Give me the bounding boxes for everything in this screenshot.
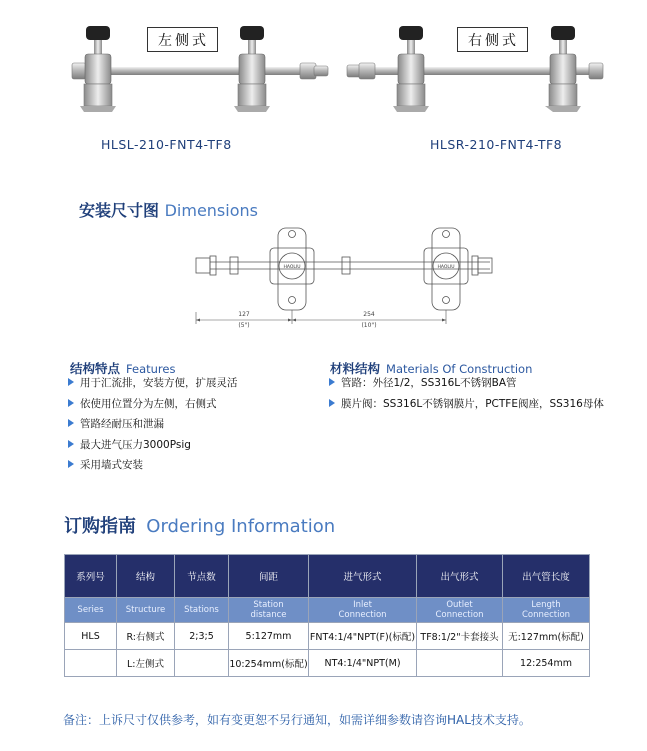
- list-item: 依使用位置分为左侧，右侧式: [67, 397, 317, 418]
- table-header-cell: Stations: [175, 598, 229, 623]
- table-cell: NT4:1/4"NPT(M): [309, 650, 417, 677]
- left-model-number: HLSL-210-FNT4-TF8: [101, 137, 232, 152]
- table-cell: 10:254mm(标配): [229, 650, 309, 677]
- ordering-table: [64, 554, 590, 677]
- dimensions-title-en: Dimensions: [164, 201, 258, 220]
- table-header-cell: 间距: [229, 555, 309, 598]
- valve1-brand-text: HAOLIU: [283, 265, 301, 270]
- dim-254-value: 254: [363, 311, 375, 318]
- table-header-cell: 结构: [117, 555, 175, 598]
- features-title-cn: 结构特点: [70, 361, 121, 376]
- table-row: [65, 650, 590, 677]
- table-cell: L:左侧式: [117, 650, 175, 677]
- table-header-cell: 进气形式: [309, 555, 417, 598]
- dim-127-inch: (5"): [238, 322, 250, 329]
- table-cell: 2;3;5: [175, 623, 229, 650]
- table-cell: 12:254mm: [503, 650, 590, 677]
- ordering-title: [64, 512, 335, 538]
- table-cell: R:右侧式: [117, 623, 175, 650]
- table-cell: HLS: [65, 623, 117, 650]
- right-model-number: HLSR-210-FNT4-TF8: [430, 137, 563, 152]
- list-item: 膜片阀：SS316L不锈钢膜片，PCTFE阀座，SS316母体: [328, 397, 628, 418]
- dim-254-inch: (10"): [361, 322, 377, 329]
- right-style-label: 右侧式: [457, 27, 528, 52]
- list-item: 采用墙式安装: [67, 458, 317, 479]
- footnote: 备注：上诉尺寸仅供参考，如有变更恕不另行通知，如需详细参数请咨询HAL技术支持。: [63, 713, 531, 727]
- table-header-cell: 节点数: [175, 555, 229, 598]
- table-cell: [65, 650, 117, 677]
- table-row: [65, 623, 590, 650]
- list-item: 管路经耐压和泄漏: [67, 417, 317, 438]
- list-item: 用于汇流排，安装方便，扩展灵活: [67, 376, 317, 397]
- list-item: 管路：外径1/2，SS316L不锈钢BA管: [328, 376, 628, 397]
- list-item: 最大进气压力3000Psig: [67, 438, 317, 459]
- materials-list: [328, 376, 628, 417]
- table-header-cell: 系列号: [65, 555, 117, 598]
- table-header-cell: Outlet Connection: [417, 598, 503, 623]
- materials-title-cn: 材料结构: [330, 361, 381, 376]
- dimensions-title: [79, 198, 258, 221]
- dimension-drawing: [190, 220, 510, 332]
- table-cell: [175, 650, 229, 677]
- table-cell: [417, 650, 503, 677]
- ordering-title-en: Ordering Information: [146, 516, 336, 537]
- table-cell: 5:127mm: [229, 623, 309, 650]
- table-header-cell: 出气形式: [417, 555, 503, 598]
- table-header-cell: Station distance: [229, 598, 309, 623]
- ordering-title-cn: 订购指南: [64, 516, 136, 537]
- bullet-arrow-icon: [68, 419, 74, 427]
- table-header-cell: 出气管长度: [503, 555, 590, 598]
- dimensions-title-cn: 安装尺寸图: [79, 201, 160, 220]
- materials-title-en: Materials Of Construction: [386, 362, 533, 376]
- table-header-cell: Length Connection: [503, 598, 590, 623]
- table-header-row-cn: [65, 555, 590, 598]
- bullet-arrow-icon: [329, 399, 335, 407]
- table-cell: 无:127mm(标配): [503, 623, 590, 650]
- bullet-arrow-icon: [68, 399, 74, 407]
- features-title: [70, 359, 175, 377]
- table-cell: FNT4:1/4"NPT(F)(标配): [309, 623, 417, 650]
- materials-title: [330, 359, 532, 377]
- dim-127-value: 127: [238, 311, 250, 318]
- features-list: [67, 376, 317, 479]
- features-title-en: Features: [126, 362, 176, 376]
- table-header-cell: Inlet Connection: [309, 598, 417, 623]
- left-style-label: 左侧式: [147, 27, 218, 52]
- valve2-brand-text: HAOLIU: [437, 265, 455, 270]
- table-header-cell: Series: [65, 598, 117, 623]
- bullet-arrow-icon: [68, 378, 74, 386]
- bullet-arrow-icon: [68, 460, 74, 468]
- bullet-arrow-icon: [329, 378, 335, 386]
- table-header-cell: Structure: [117, 598, 175, 623]
- table-cell: TF8:1/2"卡套接头: [417, 623, 503, 650]
- bullet-arrow-icon: [68, 440, 74, 448]
- table-header-row-en: [65, 598, 590, 623]
